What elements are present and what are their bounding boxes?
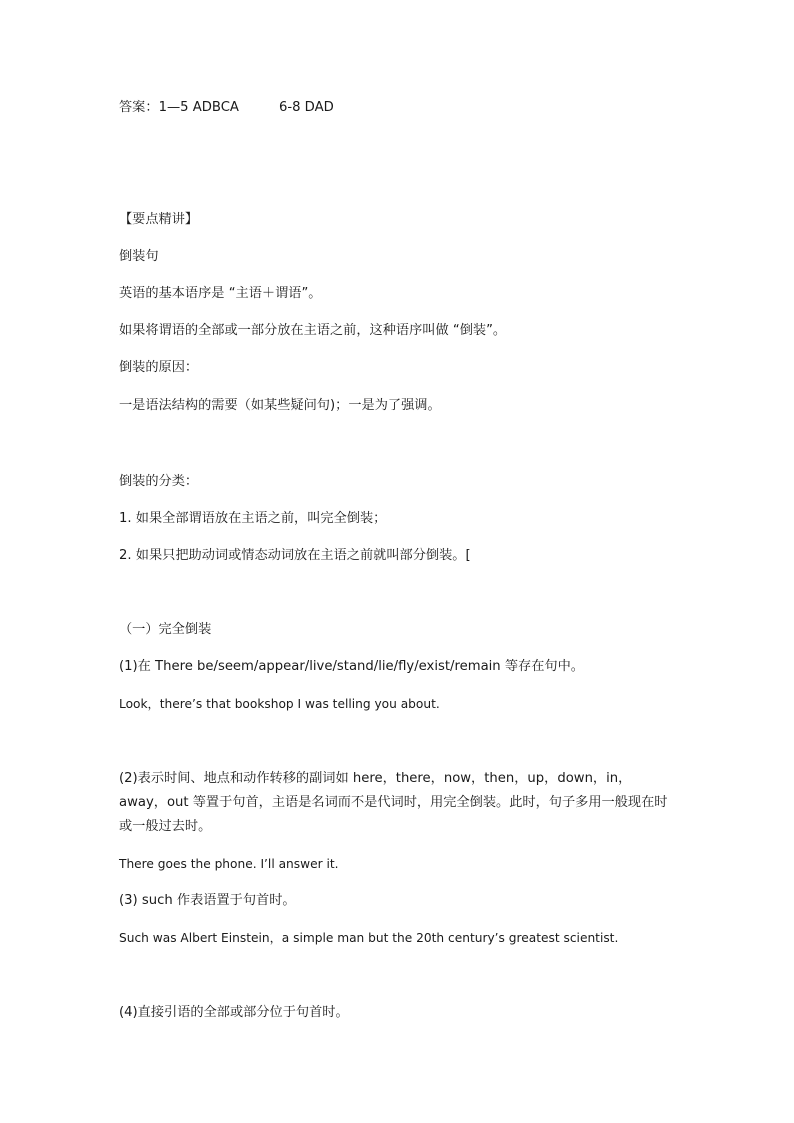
answer-part2: 6-8 DAD — [278, 100, 334, 115]
example-2: There goes the phone. I’ll answer it. — [119, 857, 339, 871]
answer-part1: 1—5 ADBCA — [158, 100, 239, 115]
intro-line-3: 倒装的原因： — [119, 360, 199, 375]
rule-3: (3) such 作表语置于句首时。 — [119, 893, 296, 908]
example-1: Look，there’s that bookshop I was telling you about. — [119, 697, 440, 711]
intro-line-4: 一是语法结构的需要（如某些疑问句)；一是为了强调。 — [119, 398, 441, 413]
section-heading: 【要点精讲】 — [119, 212, 199, 227]
answer-line — [119, 98, 679, 118]
topic-title: 倒装句 — [119, 249, 159, 264]
rule-4: (4)直接引语的全部或部分位于句首时。 — [119, 1005, 349, 1020]
intro-line-1: 英语的基本语序是 “主语＋谓语”。 — [119, 286, 322, 301]
example-3: Such was Albert Einstein，a simple man but the 20th century’s greatest scientist. — [119, 931, 619, 945]
intro-line-2: 如果将谓语的全部或一部分放在主语之前，这种语序叫做 “倒装”。 — [119, 323, 507, 338]
rule-2: (2)表示时间、地点和动作转移的副词如 here，there，now，then，up，down，in，away，out 等置于句首，主语是名词而不是代词时，用完全倒装。此时，句子多用一般现在时或一般过去时。 — [119, 771, 668, 834]
classification-item-2: 2. 如果只把助动词或情态动词放在主语之前就叫部分倒装。[ — [119, 548, 471, 563]
classification-item-1: 1. 如果全部谓语放在主语之前，叫完全倒装； — [119, 511, 387, 526]
answer-label: 答案： — [119, 100, 159, 115]
classification-heading: 倒装的分类： — [119, 474, 199, 489]
rule-1: (1)在 There be/seem/appear/live/stand/lie/fly/exist/remain 等存在句中。 — [119, 659, 584, 674]
full-inversion-heading: （一）完全倒装 — [119, 622, 212, 637]
